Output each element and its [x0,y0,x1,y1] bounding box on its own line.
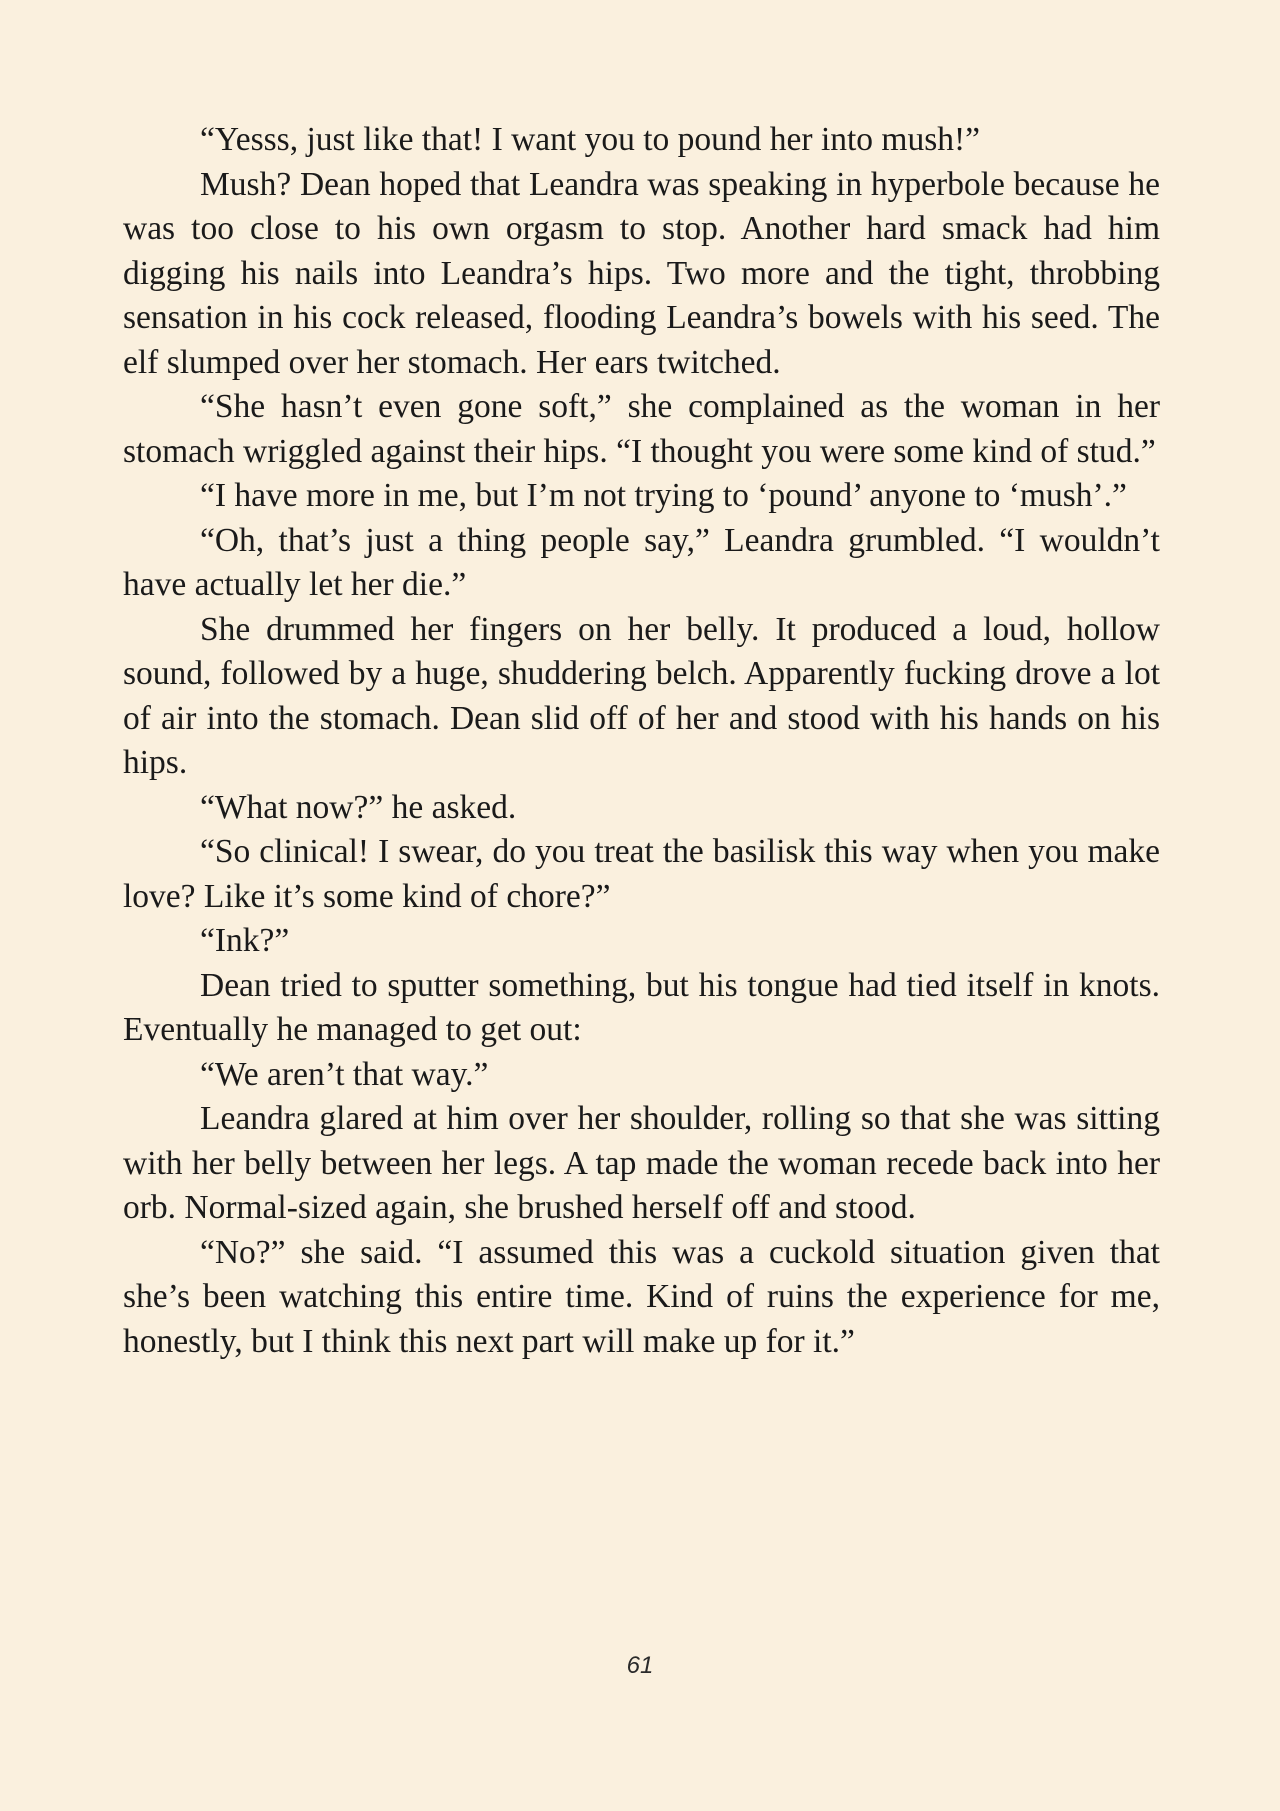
paragraph: “No?” she said. “I assumed this was a cuckold situation given that she’s been watching this entire time. Kind of ruins the experience for me, honestly, but I think this next part will make up for it.” [123,1233,1160,1360]
paragraph: “I have more in me, but I’m not trying to ‘pound’ anyone to ‘mush’.” [200,477,1127,514]
paragraph: “We aren’t that way.” [200,1055,489,1093]
paragraph: Leandra glared at him over her shoulder, rolling so that she was sitting with her belly between her legs. A tap made the woman recede back into her orb. Normal-sized again, she brushed herself off and stood. [123,1100,1160,1226]
paragraph: “What now?” he asked. [200,788,517,826]
paragraph: “So clinical! I swear, do you treat the basilisk this way when you make love? Like it’s some kind of chore?” [123,833,1160,915]
paragraph: Dean tried to sputter something, but his tongue had tied itself in knots. Eventually he managed to get out: [123,966,1160,1048]
body-text [123,118,1160,1364]
paragraph: “Yesss, just like that! I want you to pound her into mush!” [200,121,981,158]
paragraph: “Oh, that’s just a thing people say,” Leandra grumbled. “I wouldn’t have actually let her die.” [123,521,1160,603]
paragraph: “Ink?” [200,922,290,959]
paragraph: She drummed her fingers on her belly. It produced a loud, hollow sound, followed by a huge, shuddering belch. Apparently fucking drove a lot of air into the stomach. Dean slid off of her and stood with his hands on his hips. [123,610,1160,781]
paragraph: Mush? Dean hoped that Leandra was speaking in hyperbole because he was too close to his own orgasm to stop. Another hard smack had him digging his nails into Leandra’s hips. Two more and the tight, throbbing sensation in his cock released, flooding Leandra’s bowels with his seed. The elf slumped over her stomach. Her ears twitched. [123,165,1160,381]
page-number: 61 [626,1652,654,1679]
paragraph: “She hasn’t even gone soft,” she complained as the woman in her stomach wriggled against their hips. “I thought you were some kind of stud.” [123,388,1160,470]
